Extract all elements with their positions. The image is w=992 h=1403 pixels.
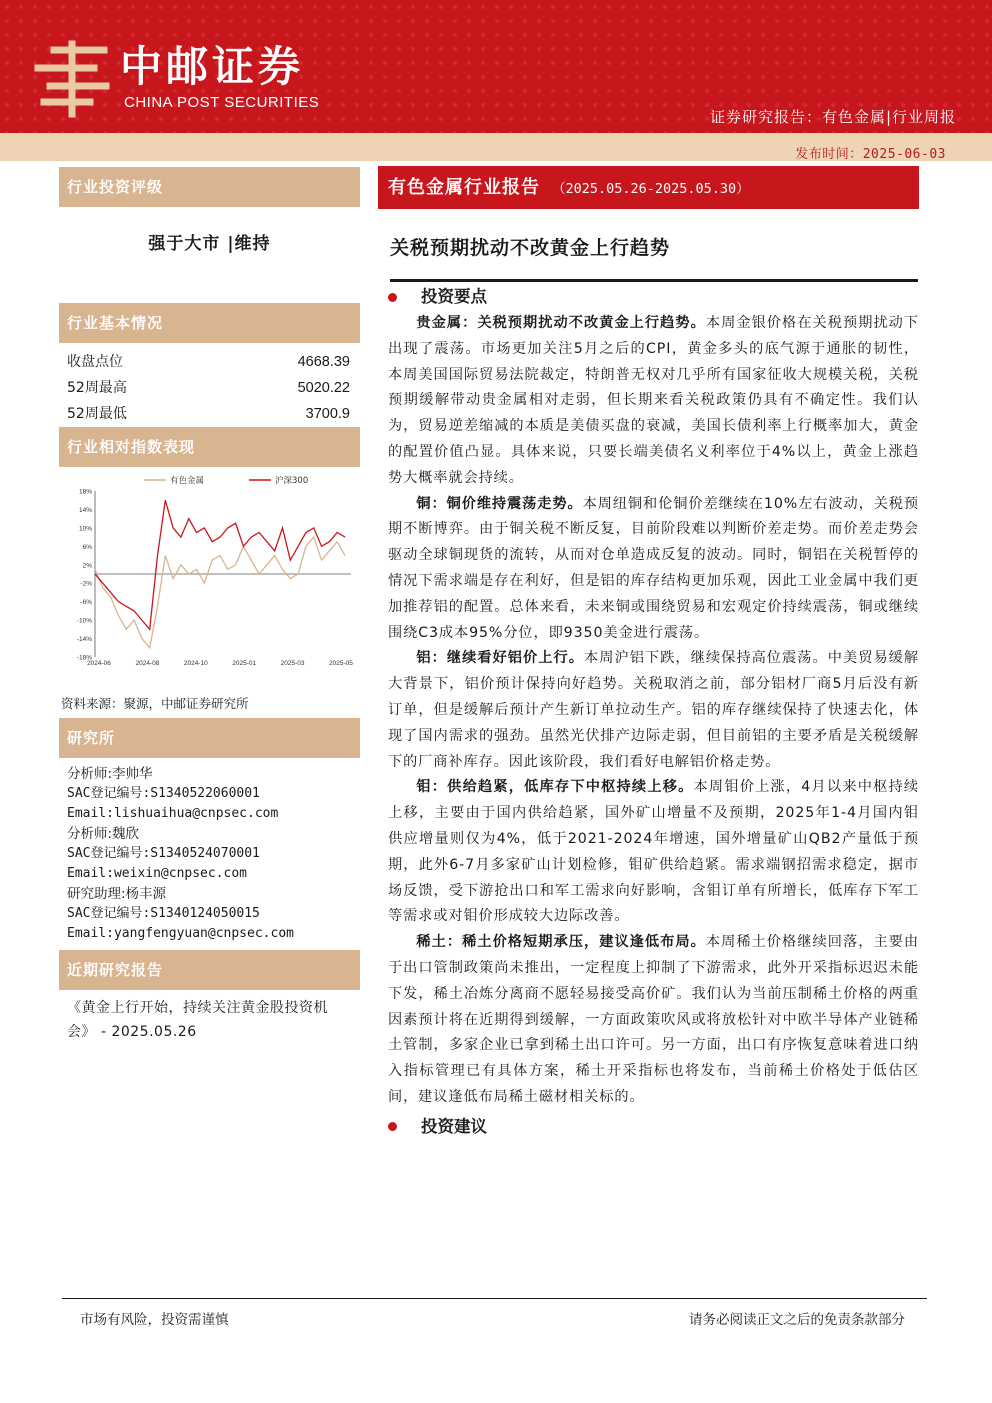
series-line-nonferrous (95, 537, 345, 648)
paragraph-body: 本周钼价上涨，4月以来中枢持续上移，主要由于国内供给趋紧，国外矿山增量不及预期，2025年1-4月国内钼供应增量则仅为4%，低于2021-2024年增速，国外增量矿山QB2产量低于预期，此外6-7月多家矿山计划检修，钼矿供给趋紧。需求端钢招需求稳定，据市场反馈，受下游抢出口和军工需求向好影响，含钼订单有所增长，低库存下军工等需求或对钼价形成较大边际改善。 (388, 779, 920, 925)
series-line-csi300 (95, 500, 345, 629)
x-tick-label: 2025-01 (232, 660, 257, 667)
researcher-line: SAC登记编号:S1340522060001 (67, 786, 260, 801)
header-banner (0, 0, 992, 133)
recent-header: 近期研究报告 (59, 950, 360, 990)
left-sidebar (59, 167, 360, 1044)
report-headline: 关税预期扰动不改黄金上行趋势 (390, 237, 671, 259)
researcher-line: 分析师:魏欣 (67, 826, 140, 842)
researcher-line: 分析师:李帅华 (67, 766, 153, 782)
section-title: 投资要点 (421, 287, 487, 306)
paragraph-body: 本周纽铜和伦铜价差继续在10%左右波动，关税预期不断博弈。由于铜关税不断反复，目前阶段难以判断价差走势。而价差走势会驱动全球铜现货的流转，从而对仓单造成反复的波动。同时，铜铝在关税暂停的情况下需求端是存在利好，但是铝的库存结构更加乐观，因此工业金属中我们更加推荐铝的配置。总体来看，未来铜或围绕贸易和宏观定价持续震荡，铜或继续围绕C3成本95%分位，即9350美金进行震荡。 (388, 495, 919, 641)
basics-row-low (59, 401, 360, 427)
x-tick-label: 2024-06 (87, 660, 111, 667)
bullet-icon (388, 1122, 397, 1131)
y-tick-label: -14% (76, 636, 92, 644)
researcher-line: 研究助理:杨丰源 (67, 886, 167, 902)
basics-value: 4668.39 (297, 354, 350, 370)
report-type: 证券研究报告：有色金属|行业周报 (709, 108, 956, 126)
publish-date: 发布时间：2025-06-03 (795, 147, 946, 162)
section-title: 投资建议 (421, 1116, 487, 1136)
chart-source: 资料来源：聚源，中邮证券研究所 (61, 696, 249, 711)
researcher-line: SAC登记编号:S1340524070001 (67, 846, 260, 861)
y-tick-label: -18% (76, 654, 92, 662)
page-footer (62, 1298, 927, 1328)
report-date-range: （2025.05.26-2025.05.30） (552, 181, 750, 197)
basics-label: 52周最高 (67, 380, 127, 396)
researcher-email[interactable]: Email:lishuaihua@cnpsec.com (67, 806, 279, 821)
headline-rule (390, 279, 918, 282)
paragraph-body: 本周沪铝下跌，继续保持高位震荡。中美贸易缓解大背景下，铝价预计保持向好趋势。关税取消之前，部分铝材厂商5月后没有新订单，但是缓解后预计产生新订单拉动生产。铝的库存继续保持了快速去化，体现了国内需求的强劲。虽然光伏排产边际走弱，但目前铝的主要矛盾是关税缓解下的厂商补库存。因此该阶段，我们看好电解铝价格走势。 (388, 650, 919, 770)
basics-value: 5020.22 (297, 380, 350, 396)
y-tick-label: -10% (76, 617, 92, 625)
x-tick-label: 2025-05 (329, 660, 353, 667)
basics-label: 收盘点位 (67, 354, 123, 370)
basics-label: 52周最低 (67, 406, 127, 422)
main-content (378, 166, 919, 1141)
bullet-icon (388, 293, 397, 302)
report-title: 有色金属行业报告 (388, 177, 540, 198)
paragraph-body: 本周稀土价格继续回落，主要由于出口管制政策尚未推出，一定程度上抑制了下游需求，此外开采指标迟迟未能下发，稀土冶炼分离商不愿轻易接受高价矿。我们认为当前压制稀土价格的两重因素预计将在近期得到缓解，一方面政策吹风或将放松针对中欧半导体产业链稀土管制，多家企业已拿到稀土出口许可。另一方面，出口有序恢复意味着进口纳入指标管理已有具体方案，稀土开采指标也将发布，当前稀土价格处于低估区间，建议逢低布局稀土磁材相关标的。 (388, 934, 919, 1105)
y-tick-label: 2% (82, 562, 92, 570)
y-tick-label: 10% (78, 525, 92, 533)
chart-svg (59, 467, 360, 692)
paragraph-body: 本周金银价格在关税预期扰动下出现了震荡。市场更加关注5月之后的CPI，黄金多头的底气源于通胀的韧性，本周美国国际贸易法院裁定，特朗普无权对几乎所有国家征收大规模关税，关税预期缓解带动贵金属相对走弱，但长期来看关税政策仍具有不确定性。我们认为，贸易逆差缩减的本质是美债买盘的衰减，美国长债利率上行概率加大，黄金的配置价值凸显。具体来说，只要长端美债名义利率位于4%以上，黄金上涨趋势大概率就会持续。 (388, 315, 919, 486)
footer-risk-note: 市场有风险，投资需谨慎 (80, 1312, 229, 1328)
y-tick-label: 14% (78, 506, 92, 514)
china-post-logo-icon (32, 40, 112, 120)
rating-header: 行业投资评级 (59, 167, 360, 207)
basics-value: 3700.9 (305, 406, 350, 422)
y-tick-label: -2% (80, 580, 92, 588)
x-tick-label: 2024-08 (135, 660, 160, 667)
researcher-list (59, 758, 360, 944)
paragraph-lead: 稀土：稀土价格短期承压，建议逢低布局。 (416, 934, 706, 951)
paragraph-copper (378, 492, 919, 647)
relative-performance-chart (59, 467, 360, 692)
x-tick-label: 2025-03 (280, 660, 305, 667)
x-tick-label: 2024-10 (183, 660, 208, 667)
section-investment-points (378, 283, 919, 311)
paragraph-lead: 钼：供给趋紧，低库存下中枢持续上移。 (416, 779, 694, 796)
paragraph-precious-metals (378, 311, 919, 492)
researcher-line: SAC登记编号:S1340124050015 (67, 906, 260, 921)
basics-header: 行业基本情况 (59, 303, 360, 343)
section-investment-advice (378, 1113, 919, 1141)
paragraph-molybdenum (378, 775, 919, 930)
legend-label: 沪深300 (275, 476, 309, 486)
paragraph-lead: 贵金属：关税预期扰动不改黄金上行趋势。 (416, 315, 706, 331)
researcher-email[interactable]: Email:yangfengyuan@cnpsec.com (67, 926, 294, 941)
y-tick-label: -6% (80, 599, 92, 607)
paragraph-aluminum (378, 646, 919, 775)
paragraph-lead: 铜：铜价维持震荡走势。 (416, 495, 583, 512)
logo-chinese-name: 中邮证券 (120, 42, 305, 91)
y-tick-label: 18% (78, 488, 92, 496)
basics-row-high (59, 375, 360, 401)
y-tick-label: 6% (82, 543, 92, 551)
paragraph-lead: 铝：继续看好铝价上行。 (416, 650, 584, 667)
legend-label: 有色金属 (170, 476, 205, 486)
industry-rating: 强于大市 |维持 (148, 234, 271, 254)
footer-disclaimer-note: 请务必阅读正文之后的免责条款部分 (689, 1312, 905, 1328)
perf-header: 行业相对指数表现 (59, 427, 360, 467)
research-header: 研究所 (59, 718, 360, 758)
paragraph-rare-earth (378, 930, 919, 1111)
recent-report-link[interactable]: 《黄金上行开始，持续关注黄金股投资机会》 - 2025.05.26 (67, 1000, 328, 1040)
basics-row-close (59, 349, 360, 375)
researcher-email[interactable]: Email:weixin@cnpsec.com (67, 866, 248, 881)
logo-english-name: CHINA POST SECURITIES (124, 94, 320, 111)
report-title-bar (378, 166, 919, 209)
